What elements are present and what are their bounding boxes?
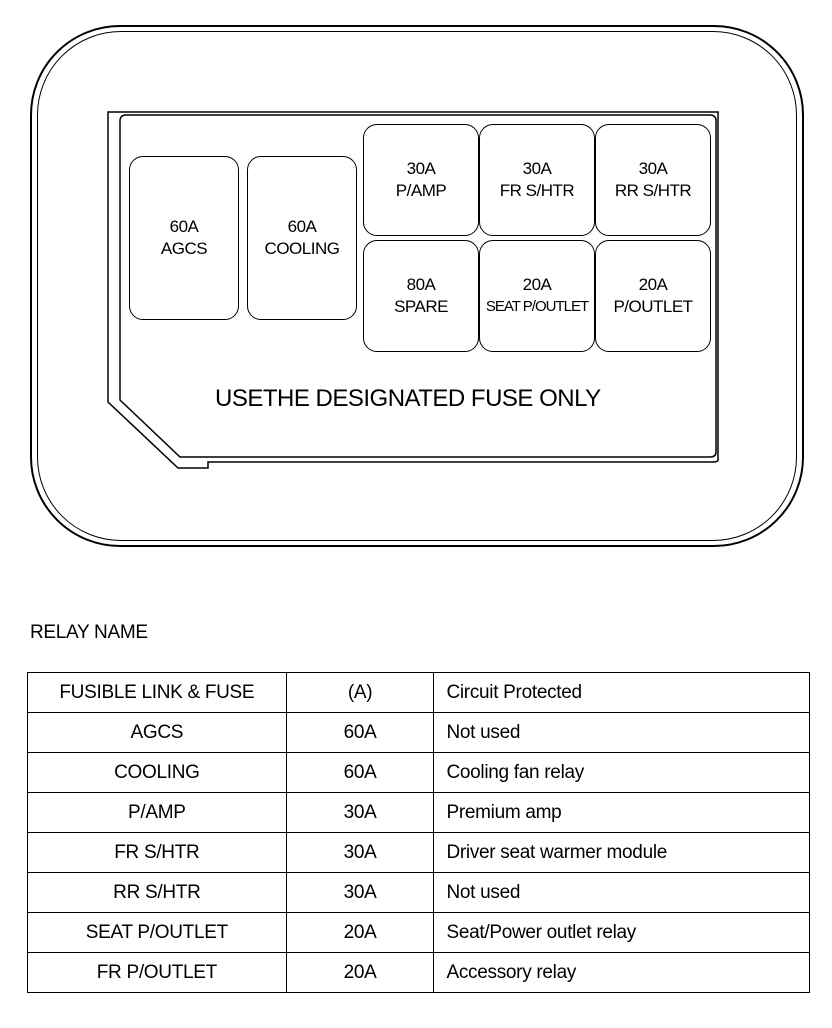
- table-row: [28, 833, 810, 873]
- table-row: [28, 913, 810, 953]
- table-row: [28, 793, 810, 833]
- cell-fuse: FR S/HTR: [28, 833, 287, 873]
- header-circuit: Circuit Protected: [434, 673, 810, 713]
- fuse-name: P/AMP: [395, 181, 447, 200]
- fuse-fr-s-htr: [479, 124, 595, 236]
- cell-circuit: Driver seat warmer module: [434, 833, 810, 873]
- cell-circuit: Cooling fan relay: [434, 753, 810, 793]
- table-header-row: [28, 673, 810, 713]
- cell-fuse: FR P/OUTLET: [28, 953, 287, 993]
- fuse-name: RR S/HTR: [614, 181, 692, 200]
- table-row: [28, 713, 810, 753]
- cell-fuse: COOLING: [28, 753, 287, 793]
- fuse-seat-p-outlet: [479, 240, 595, 352]
- fuse-rating: 20A: [638, 275, 668, 294]
- cell-amperage: 30A: [286, 793, 434, 833]
- fuse-rating: 30A: [406, 159, 436, 178]
- header-amperage: (A): [286, 673, 434, 713]
- fuse-name: SPARE: [394, 297, 448, 316]
- cell-fuse: AGCS: [28, 713, 287, 753]
- cell-fuse: P/AMP: [28, 793, 287, 833]
- cell-amperage: 60A: [286, 753, 434, 793]
- fuse-rr-s-htr: [595, 124, 711, 236]
- cell-fuse: RR S/HTR: [28, 873, 287, 913]
- fuse-rating: 60A: [169, 217, 199, 236]
- cell-amperage: 20A: [286, 953, 434, 993]
- cell-circuit: Not used: [434, 873, 810, 913]
- fuse-cooling: [247, 156, 357, 320]
- table-row: [28, 753, 810, 793]
- fuse-name: COOLING: [264, 239, 340, 258]
- table-row: [28, 873, 810, 913]
- cell-circuit: Premium amp: [434, 793, 810, 833]
- fuse-name: SEAT P/OUTLET: [485, 298, 589, 315]
- header-fuse: FUSIBLE LINK & FUSE: [28, 673, 287, 713]
- fuse-agcs: [129, 156, 239, 320]
- cell-amperage: 60A: [286, 713, 434, 753]
- cell-amperage: 30A: [286, 873, 434, 913]
- fuse-name: FR S/HTR: [499, 181, 575, 200]
- fuse-p-amp: [363, 124, 479, 236]
- fuse-name: AGCS: [160, 239, 208, 258]
- cell-circuit: Accessory relay: [434, 953, 810, 993]
- fuse-spare: [363, 240, 479, 352]
- fuse-rating: 80A: [406, 275, 436, 294]
- cell-circuit: Not used: [434, 713, 810, 753]
- fuse-rating: 30A: [638, 159, 668, 178]
- fuse-rating: 20A: [522, 275, 552, 294]
- fuse-name: P/OUTLET: [613, 297, 693, 316]
- table-row: [28, 953, 810, 993]
- fuse-rating: 60A: [287, 217, 317, 236]
- cell-circuit: Seat/Power outlet relay: [434, 913, 810, 953]
- fuse-notice: USETHE DESIGNATED FUSE ONLY: [215, 385, 601, 412]
- fuse-table: [27, 672, 810, 993]
- cell-fuse: SEAT P/OUTLET: [28, 913, 287, 953]
- fuse-p-outlet: [595, 240, 711, 352]
- cell-amperage: 30A: [286, 833, 434, 873]
- relay-name-title: RELAY NAME: [30, 622, 148, 643]
- cell-amperage: 20A: [286, 913, 434, 953]
- fuse-rating: 30A: [522, 159, 552, 178]
